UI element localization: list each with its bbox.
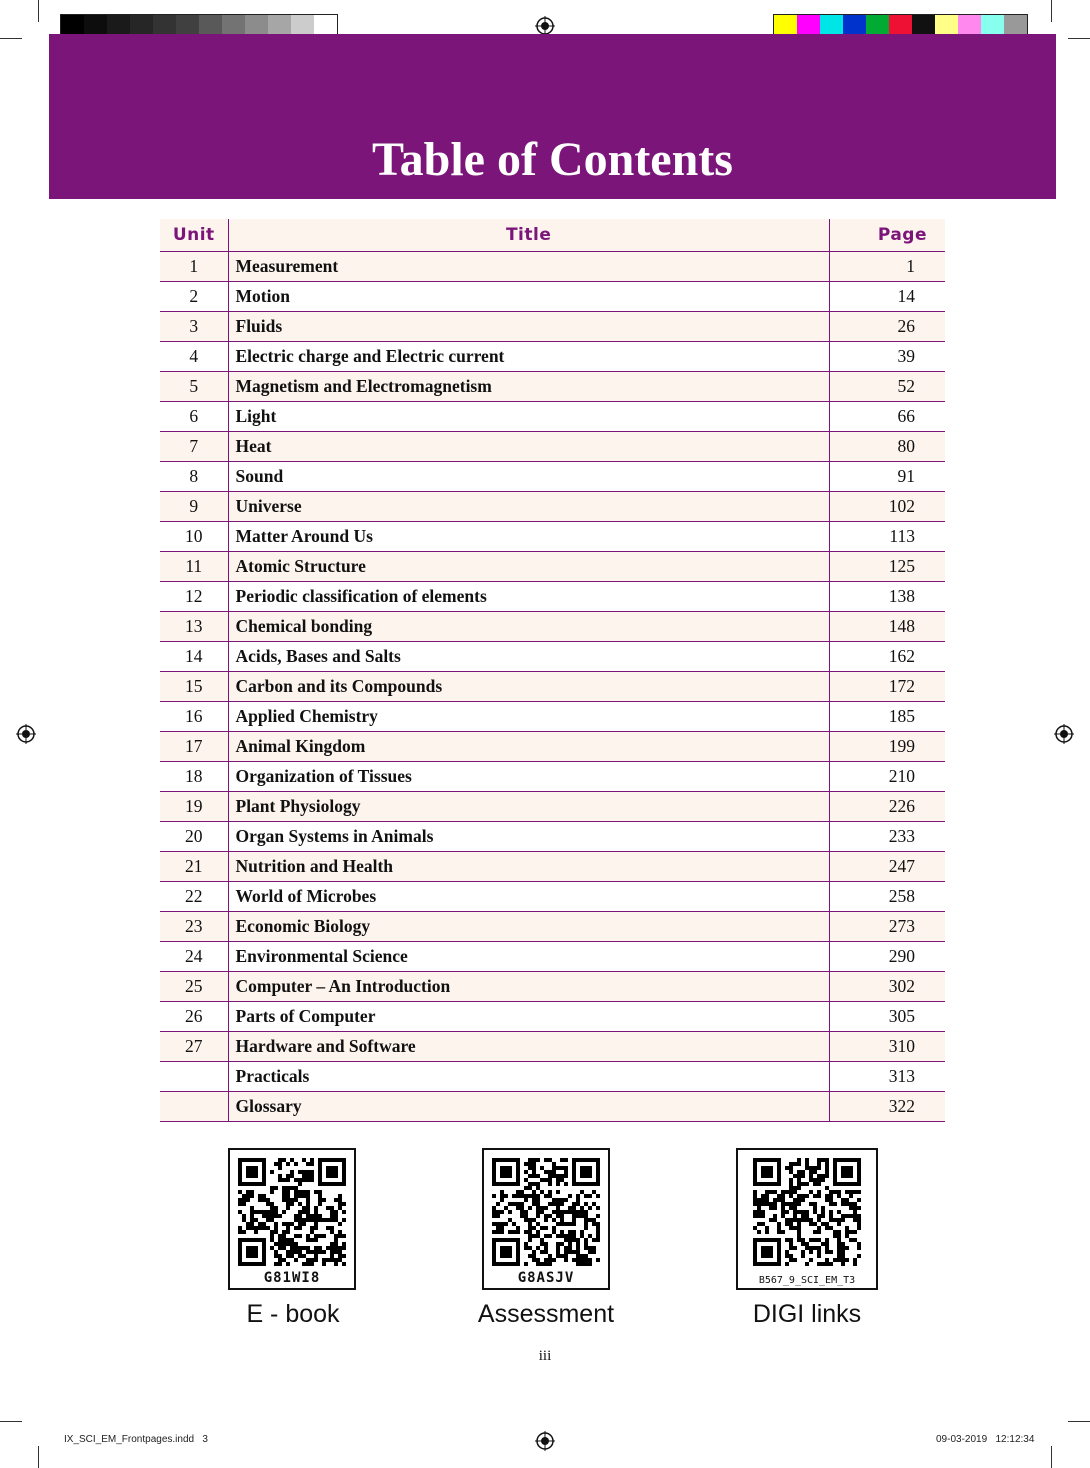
contents-table-body xyxy=(160,252,945,1122)
title-cell: Plant Physiology xyxy=(228,792,829,822)
column-header-unit: Unit xyxy=(160,219,228,252)
page-cell: 185 xyxy=(829,702,945,732)
page-cell: 313 xyxy=(829,1062,945,1092)
page-cell: 162 xyxy=(829,642,945,672)
page-cell: 66 xyxy=(829,402,945,432)
page-cell: 247 xyxy=(829,852,945,882)
unit-cell: 9 xyxy=(160,492,228,522)
table-row xyxy=(160,372,945,402)
table-row xyxy=(160,792,945,822)
unit-cell: 17 xyxy=(160,732,228,762)
unit-cell: 16 xyxy=(160,702,228,732)
title-cell: Heat xyxy=(228,432,829,462)
qr-label-digi-links: DIGI links xyxy=(752,1300,862,1328)
page-cell: 305 xyxy=(829,1002,945,1032)
unit-cell: 20 xyxy=(160,822,228,852)
unit-cell: 1 xyxy=(160,252,228,282)
footer-datetime-slug: 09-03-2019 12:12:34 xyxy=(936,1434,1035,1445)
contents-table xyxy=(160,219,945,1122)
title-cell: Practicals xyxy=(228,1062,829,1092)
table-row xyxy=(160,402,945,432)
page-cell: 199 xyxy=(829,732,945,762)
crop-mark xyxy=(1051,0,1052,22)
registration-mark-icon xyxy=(535,16,555,36)
title-cell: Atomic Structure xyxy=(228,552,829,582)
page-cell: 258 xyxy=(829,882,945,912)
qr-code-id: G8ASJV xyxy=(517,1270,575,1286)
title-cell: Glossary xyxy=(228,1092,829,1122)
table-row xyxy=(160,282,945,312)
crop-mark xyxy=(1051,1446,1052,1468)
table-row xyxy=(160,312,945,342)
registration-mark-icon xyxy=(16,724,36,744)
title-cell: Light xyxy=(228,402,829,432)
page-cell: 148 xyxy=(829,612,945,642)
table-row xyxy=(160,702,945,732)
title-cell: Electric charge and Electric current xyxy=(228,342,829,372)
page-cell: 210 xyxy=(829,762,945,792)
crop-mark xyxy=(38,1446,39,1468)
title-cell: Acids, Bases and Salts xyxy=(228,642,829,672)
unit-cell: 12 xyxy=(160,582,228,612)
title-cell: Nutrition and Health xyxy=(228,852,829,882)
unit-cell: 15 xyxy=(160,672,228,702)
page-number: iii xyxy=(538,1348,552,1364)
page-cell: 102 xyxy=(829,492,945,522)
table-row xyxy=(160,852,945,882)
crop-mark xyxy=(1068,1421,1090,1422)
page-cell: 172 xyxy=(829,672,945,702)
unit-cell: 10 xyxy=(160,522,228,552)
table-row xyxy=(160,342,945,372)
title-cell: Motion xyxy=(228,282,829,312)
column-header-title: Title xyxy=(228,219,829,252)
table-row xyxy=(160,912,945,942)
page-cell: 26 xyxy=(829,312,945,342)
table-row xyxy=(160,552,945,582)
title-cell: Parts of Computer xyxy=(228,1002,829,1032)
table-row xyxy=(160,522,945,552)
crop-mark xyxy=(38,0,39,22)
table-row xyxy=(160,762,945,792)
unit-cell: 11 xyxy=(160,552,228,582)
title-cell: Applied Chemistry xyxy=(228,702,829,732)
page-cell: 302 xyxy=(829,972,945,1002)
table-row xyxy=(160,642,945,672)
title-cell: Fluids xyxy=(228,312,829,342)
qr-code-assessment[interactable] xyxy=(482,1148,610,1290)
title-cell: Matter Around Us xyxy=(228,522,829,552)
page-cell: 310 xyxy=(829,1032,945,1062)
page-cell: 125 xyxy=(829,552,945,582)
page-cell: 138 xyxy=(829,582,945,612)
unit-cell: 6 xyxy=(160,402,228,432)
unit-cell: 21 xyxy=(160,852,228,882)
title-cell: Magnetism and Electromagnetism xyxy=(228,372,829,402)
qr-pattern xyxy=(753,1158,861,1266)
unit-cell: 26 xyxy=(160,1002,228,1032)
unit-cell: 14 xyxy=(160,642,228,672)
crop-mark xyxy=(0,38,22,39)
qr-pattern xyxy=(238,1158,346,1266)
table-row xyxy=(160,1002,945,1032)
title-cell: Organ Systems in Animals xyxy=(228,822,829,852)
page-title: Table of Contents xyxy=(372,133,733,186)
page-cell: 80 xyxy=(829,432,945,462)
qr-code-digi-links[interactable] xyxy=(736,1148,878,1290)
unit-cell: 22 xyxy=(160,882,228,912)
title-cell: Universe xyxy=(228,492,829,522)
crop-mark xyxy=(1068,38,1090,39)
title-cell: Periodic classification of elements xyxy=(228,582,829,612)
page-cell: 52 xyxy=(829,372,945,402)
unit-cell: 3 xyxy=(160,312,228,342)
page-cell: 113 xyxy=(829,522,945,552)
page-cell: 226 xyxy=(829,792,945,822)
unit-cell: 8 xyxy=(160,462,228,492)
title-cell: Hardware and Software xyxy=(228,1032,829,1062)
unit-cell: 19 xyxy=(160,792,228,822)
unit-cell xyxy=(160,1092,228,1122)
title-cell: World of Microbes xyxy=(228,882,829,912)
qr-label-ebook: E - book xyxy=(246,1300,340,1328)
table-row xyxy=(160,732,945,762)
table-row xyxy=(160,252,945,282)
table-row xyxy=(160,462,945,492)
page-cell: 39 xyxy=(829,342,945,372)
page-cell: 1 xyxy=(829,252,945,282)
qr-label-assessment: Assessment xyxy=(477,1300,615,1328)
page-cell: 14 xyxy=(829,282,945,312)
qr-pattern xyxy=(492,1158,600,1266)
table-row xyxy=(160,672,945,702)
table-row xyxy=(160,1062,945,1092)
unit-cell: 2 xyxy=(160,282,228,312)
table-row xyxy=(160,1092,945,1122)
title-cell: Sound xyxy=(228,462,829,492)
unit-cell: 27 xyxy=(160,1032,228,1062)
table-row xyxy=(160,972,945,1002)
unit-cell xyxy=(160,1062,228,1092)
unit-cell: 7 xyxy=(160,432,228,462)
page-cell: 233 xyxy=(829,822,945,852)
title-cell: Animal Kingdom xyxy=(228,732,829,762)
crop-mark xyxy=(0,1421,22,1422)
table-row xyxy=(160,1032,945,1062)
footer-file-slug: IX_SCI_EM_Frontpages.indd 3 xyxy=(64,1434,208,1445)
registration-mark-icon xyxy=(1054,724,1074,744)
unit-cell: 25 xyxy=(160,972,228,1002)
qr-code-id: B567_9_SCI_EM_T3 xyxy=(758,1275,856,1286)
unit-cell: 4 xyxy=(160,342,228,372)
title-cell: Organization of Tissues xyxy=(228,762,829,792)
title-cell: Chemical bonding xyxy=(228,612,829,642)
title-cell: Economic Biology xyxy=(228,912,829,942)
unit-cell: 24 xyxy=(160,942,228,972)
page-cell: 91 xyxy=(829,462,945,492)
table-row xyxy=(160,492,945,522)
unit-cell: 13 xyxy=(160,612,228,642)
table-row xyxy=(160,942,945,972)
title-cell: Computer – An Introduction xyxy=(228,972,829,1002)
unit-cell: 18 xyxy=(160,762,228,792)
column-header-page: Page xyxy=(829,219,945,252)
table-header-row xyxy=(160,219,945,252)
title-cell: Measurement xyxy=(228,252,829,282)
title-cell: Carbon and its Compounds xyxy=(228,672,829,702)
table-row xyxy=(160,822,945,852)
unit-cell: 23 xyxy=(160,912,228,942)
table-row xyxy=(160,432,945,462)
title-cell: Environmental Science xyxy=(228,942,829,972)
page-cell: 290 xyxy=(829,942,945,972)
table-row xyxy=(160,612,945,642)
qr-code-id: G81WI8 xyxy=(263,1270,321,1286)
unit-cell: 5 xyxy=(160,372,228,402)
qr-code-ebook[interactable] xyxy=(228,1148,356,1290)
page-cell: 322 xyxy=(829,1092,945,1122)
page-cell: 273 xyxy=(829,912,945,942)
registration-mark-icon xyxy=(535,1431,555,1451)
table-row xyxy=(160,582,945,612)
table-row xyxy=(160,882,945,912)
